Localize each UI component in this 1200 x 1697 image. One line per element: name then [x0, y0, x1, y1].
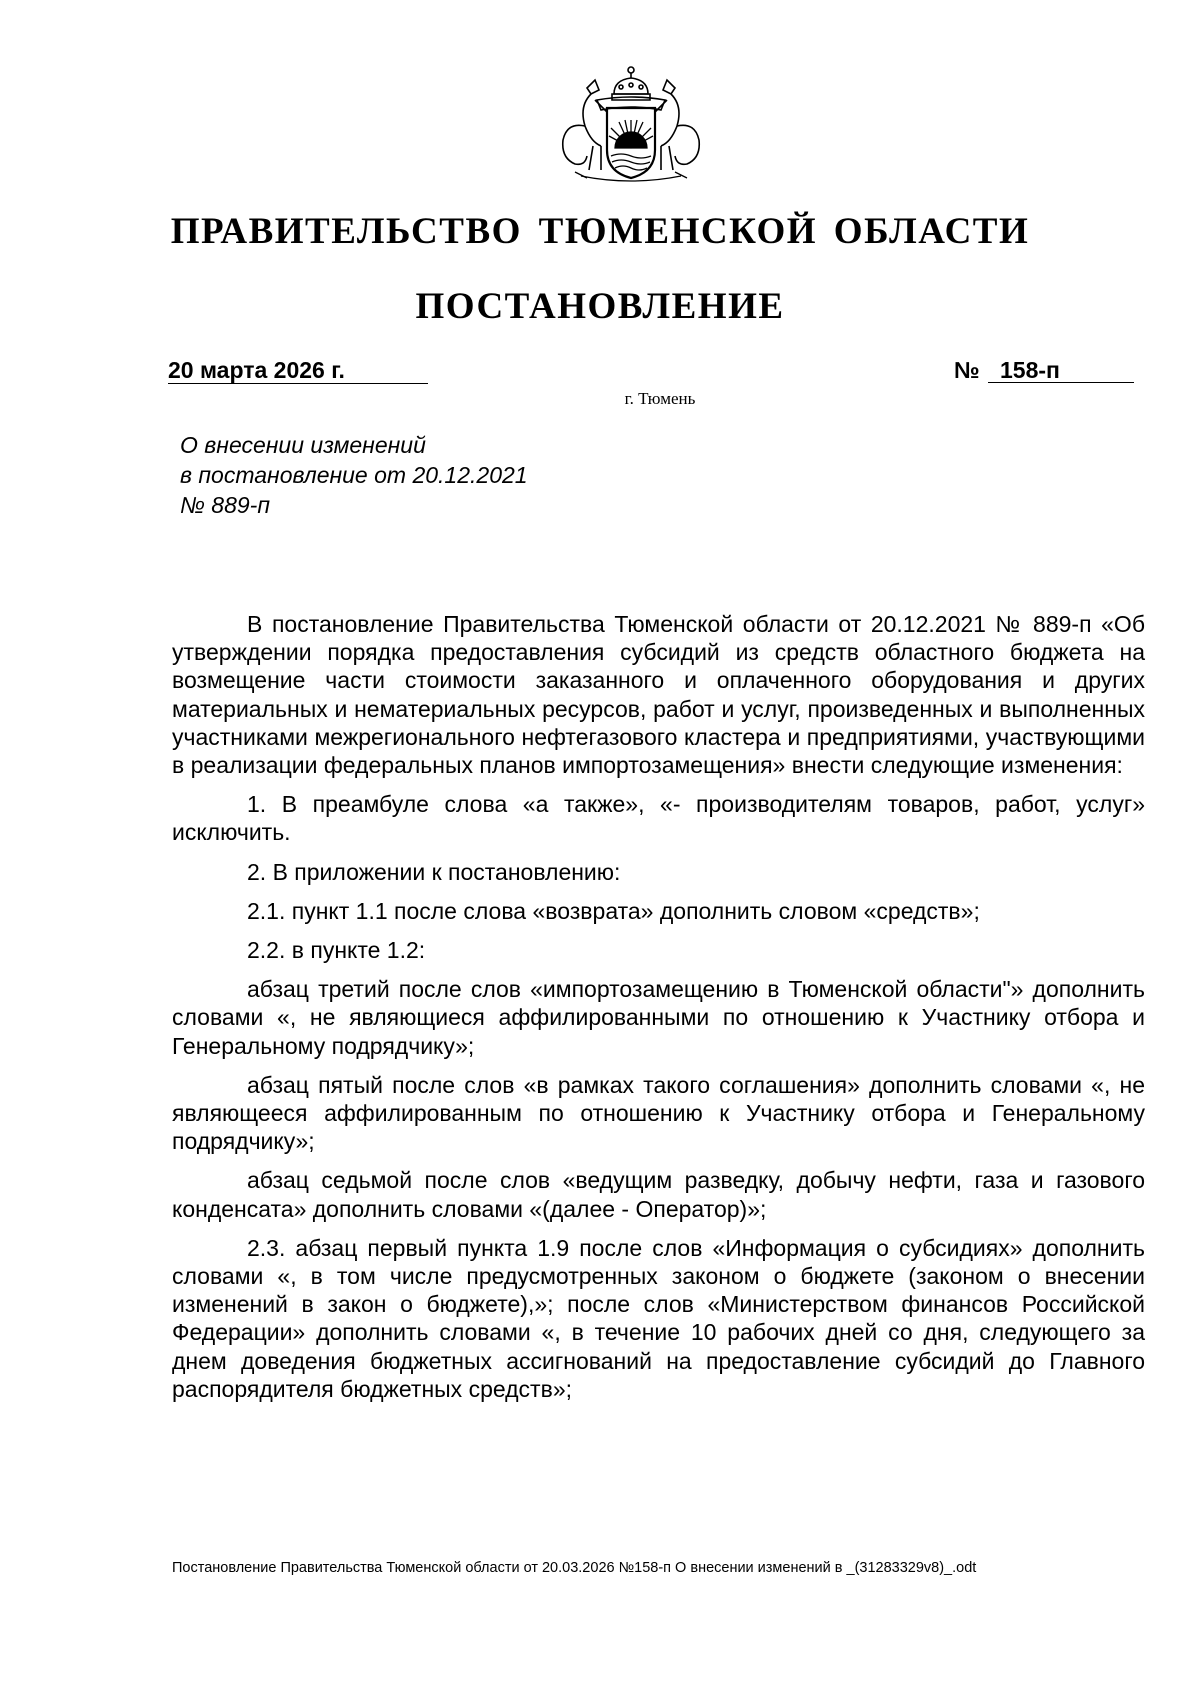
body-paragraph: 2. В приложении к постановлению:: [247, 858, 621, 885]
right-fox-icon: [655, 80, 699, 170]
document-body: [172, 610, 1145, 1403]
subject-line: в постановление от 20.12.2021: [180, 462, 528, 488]
coat-of-arms-emblem: [551, 60, 711, 188]
body-paragraph: 2.2. в пункте 1.2:: [247, 937, 426, 964]
subject-line: № 889-п: [180, 492, 270, 518]
number-sign: №: [954, 357, 980, 383]
sun-icon: [609, 120, 653, 148]
body-paragraph: абзац седьмой после слов «ведущим разведку, добычу нефти, газа и газового конденсата» дополнить словами «(далее - Оператор)»;: [172, 1167, 1145, 1222]
document-subject: [180, 430, 700, 520]
document-type-heading: ПОСТАНОВЛЕНИЕ: [415, 286, 785, 327]
page-footer: Постановление Правительства Тюменской области от 20.03.2026 №158-п О внесении изменений в _(31283329v8)_.odt: [172, 1560, 977, 1576]
body-paragraph: 2.3. абзац первый пункта 1.9 после слов «Информация о субсидиях» дополнить словами «, в том числе предусмотренных законом о бюджете (законом о внесении изменений в закон о бюджете),»; после слов «Министерством финансов Российской Федерации» дополнить словами «, в течение 10 рабочих дней со дня, следующего за днем доведения бюджетных ассигнований на предоставление субсидий до Главного распорядителя бюджетных средств»;: [172, 1234, 1145, 1402]
left-fox-icon: [563, 80, 607, 170]
body-paragraph: 2.1. пункт 1.1 после слова «возврата» дополнить словом «средств»;: [247, 897, 980, 924]
organization-title: ПРАВИТЕЛЬСТВО ТЮМЕНСКОЙ ОБЛАСТИ: [170, 211, 1030, 252]
crown-icon: [612, 67, 650, 100]
city-label: г. Тюмень: [624, 389, 696, 408]
body-paragraph: абзац пятый после слов «в рамках такого соглашения» дополнить словами «, не являющееся аффилированным по отношению к Участнику отбора и Генеральному подрядчику»;: [172, 1071, 1145, 1155]
body-paragraph: 1. В преамбуле слова «а также», «- производителям товаров, работ, услуг» исключить.: [172, 791, 1145, 846]
body-paragraph: абзац третий после слов «импортозамещению в Тюменской области"» дополнить словами «, не являющиеся аффилированными по отношению к Участнику отбора и Генеральному подрядчику»;: [172, 976, 1145, 1059]
document-date: 20 марта 2026 г.: [168, 357, 428, 384]
document-number: 158-п: [988, 357, 1134, 383]
subject-line: О внесении изменений: [180, 432, 426, 458]
body-paragraph: В постановление Правительства Тюменской области от 20.12.2021 № 889-п «Об утверждении порядка предоставления субсидий из средств областного бюджета на возмещение части стоимости заказанного и оплаченного оборудования и других материальных и нематериальных ресурсов, работ и услуг, произведенных и выполненных участниками межрегионального нефтегазового кластера и предприятиями, участвующими в реализации федеральных планов импортозамещения» внести следующие изменения:: [172, 611, 1145, 779]
